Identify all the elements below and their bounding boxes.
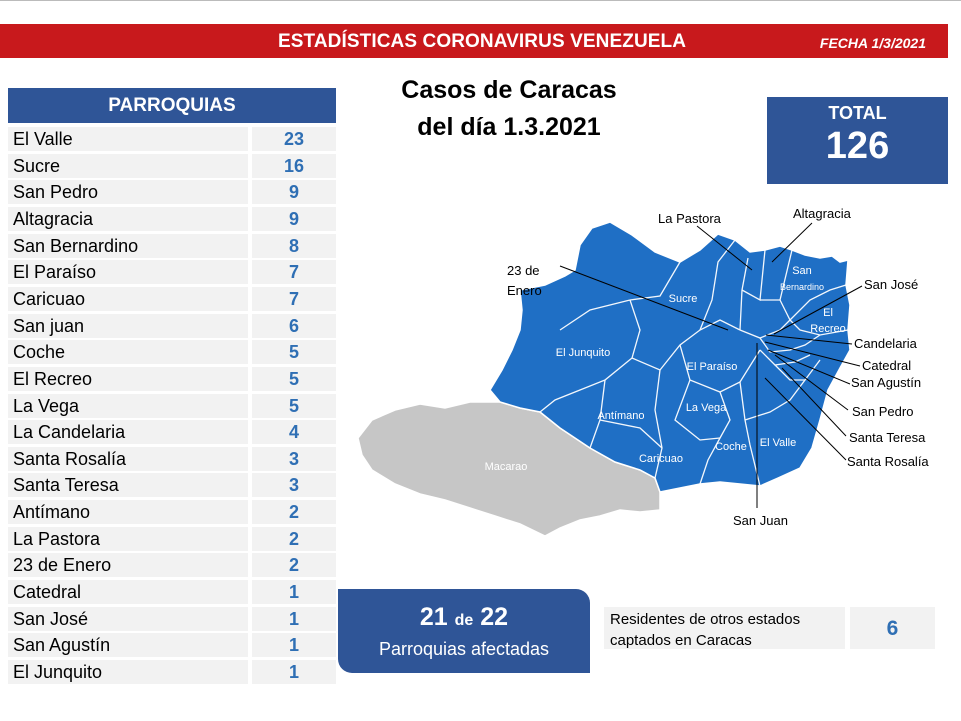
table-row-name: El Junquito — [8, 660, 248, 684]
affected-label: Parroquias afectadas — [378, 639, 550, 659]
table-row-name: Antímano — [8, 500, 248, 524]
table-row-name: 23 de Enero — [8, 553, 248, 577]
table-row-name: El Valle — [8, 127, 248, 151]
table-row-name: El Paraíso — [8, 260, 248, 284]
map-label-el-junquito: El Junquito — [555, 347, 611, 359]
affected-total: 22 — [480, 603, 509, 631]
residents-label-box — [604, 607, 845, 649]
table-row-name: Sucre — [8, 154, 248, 178]
map-label-catedral: Catedral — [862, 358, 912, 373]
header-date: FECHA 1/3/2021 — [819, 35, 926, 51]
table-row-value: 7 — [252, 260, 336, 284]
table-row-name: La Candelaria — [8, 420, 248, 444]
table-row-value: 16 — [252, 154, 336, 178]
table-row-value: 5 — [252, 394, 336, 418]
table-row-value: 8 — [252, 234, 336, 258]
map-label-san-pedro: San Pedro — [852, 404, 914, 419]
map-label-san-agustin: San Agustín — [851, 375, 922, 390]
map-title-line1: Casos de Caracas — [401, 76, 617, 104]
table-row-value: 1 — [252, 607, 336, 631]
map-label-caricuao: Caricuao — [638, 453, 684, 465]
table-row-name: Santa Rosalía — [8, 447, 248, 471]
map-label-candelaria: Candelaria — [854, 336, 917, 351]
table-row-name: La Vega — [8, 394, 248, 418]
map-label-san-bernardino-2: Bernardino — [779, 282, 825, 292]
table-row-name: Coche — [8, 340, 248, 364]
map-label-macarao: Macarao — [484, 461, 528, 473]
residents-value: 6 — [850, 607, 935, 649]
map-label-san-bernardino-1: San — [792, 265, 812, 277]
map-label-sucre: Sucre — [668, 293, 698, 305]
table-row-name: El Recreo — [8, 367, 248, 391]
map-label-altagracia: Altagracia — [793, 206, 851, 221]
table-row-value: 5 — [252, 367, 336, 391]
table-row-value: 1 — [252, 660, 336, 684]
total-value: 126 — [825, 125, 890, 167]
table-row-value: 9 — [252, 180, 336, 204]
table-row-name: San juan — [8, 314, 248, 338]
map-label-la-pastora: La Pastora — [658, 211, 721, 226]
affected-de: de — [454, 612, 474, 629]
residents-label-line1: Residentes de otros estados — [610, 611, 801, 628]
table-row-name: La Pastora — [8, 527, 248, 551]
table-row-value: 5 — [252, 340, 336, 364]
table-row-value: 3 — [252, 447, 336, 471]
affected-parishes-box — [338, 589, 590, 673]
affected-count-line — [338, 603, 590, 632]
map-label-antimano: Antímano — [597, 410, 645, 422]
table-row-value: 3 — [252, 473, 336, 497]
table-row-value: 23 — [252, 127, 336, 151]
table-row-name: Altagracia — [8, 207, 248, 231]
table-row-value: 2 — [252, 553, 336, 577]
table-row-value: 1 — [252, 633, 336, 657]
map-label-san-juan: San Juan — [733, 513, 788, 528]
table-row-name: Caricuao — [8, 287, 248, 311]
map-label-el-paraiso: El Paraíso — [686, 361, 738, 373]
map-label-san-jose: San José — [864, 277, 919, 292]
table-row-value: 2 — [252, 500, 336, 524]
map-label-el-recreo-2: Recreo — [810, 323, 846, 335]
map-label-la-vega: La Vega — [685, 402, 727, 414]
residents-label-line2: captados en Caracas — [610, 632, 752, 649]
table-row-value: 1 — [252, 580, 336, 604]
table-heading: PARROQUIAS — [8, 88, 336, 123]
table-row-value: 6 — [252, 314, 336, 338]
table-row-name: San Pedro — [8, 180, 248, 204]
map-label-23-enero-1: 23 de — [507, 263, 540, 278]
map-label-santa-rosalia: Santa Rosalía — [847, 454, 929, 469]
table-row-value: 2 — [252, 527, 336, 551]
table-row-name: Santa Teresa — [8, 473, 248, 497]
map-label-el-valle: El Valle — [759, 437, 797, 449]
map-label-coche: Coche — [715, 441, 747, 453]
affected-count: 21 — [419, 603, 448, 631]
map-label-23-enero-2: Enero — [507, 283, 542, 298]
table-row-value: 7 — [252, 287, 336, 311]
header-title: ESTADÍSTICAS CORONAVIRUS VENEZUELA — [278, 31, 687, 52]
table-row-name: San José — [8, 607, 248, 631]
map-label-el-recreo-1: El — [823, 307, 833, 319]
table-row-value: 9 — [252, 207, 336, 231]
total-label: TOTAL — [828, 103, 887, 123]
map-label-santa-teresa: Santa Teresa — [849, 430, 926, 445]
map-title-line2: del día 1.3.2021 — [417, 113, 601, 141]
table-row-value: 4 — [252, 420, 336, 444]
table-row-name: San Bernardino — [8, 234, 248, 258]
table-row-name: San Agustín — [8, 633, 248, 657]
table-row-name: Catedral — [8, 580, 248, 604]
